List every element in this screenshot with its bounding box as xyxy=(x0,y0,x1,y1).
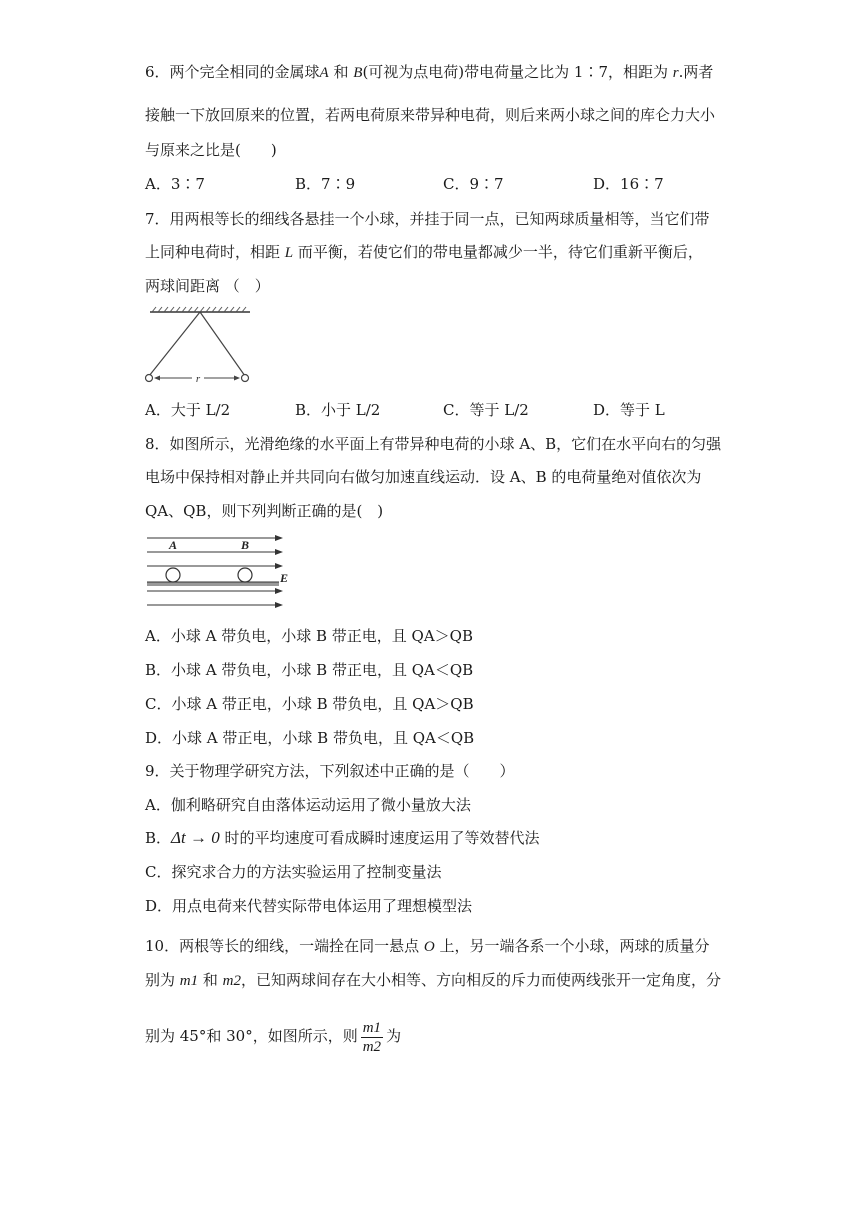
q10-text: 10．两根等长的细线，一端拴在同一悬点 xyxy=(145,937,424,955)
q10-text: 为 xyxy=(386,1027,402,1045)
q10-var-o: O xyxy=(423,939,435,955)
q6-option-a: A．3∶7 xyxy=(145,175,205,193)
q9-option-b-math: Δt → 0 xyxy=(171,828,220,847)
q8-option-d: D．小球 A 带正电，小球 B 带负电，且 QA＜QB xyxy=(145,729,475,747)
q7-option-c: C．等于 L/2 xyxy=(443,401,529,419)
q6-var-r: r xyxy=(672,65,679,81)
q7-text: 上同种电荷时，相距 xyxy=(145,243,285,261)
q7-var-l: L xyxy=(284,245,294,261)
q10-var-m1: m1 xyxy=(179,973,199,989)
q6-text: 和 xyxy=(328,63,354,81)
q10-line-1 xyxy=(145,936,709,957)
q9-option-b-text: 时的平均速度可看成瞬时速度运用了等效替代法 xyxy=(219,829,540,847)
q8-line-2: 电场中保持相对静止并共同向右做匀加速直线运动．设 A、B 的电荷量绝对值依次为 xyxy=(145,468,702,486)
q9-stem: 9．关于物理学研究方法，下列叙述中正确的是（ ） xyxy=(145,762,515,780)
q6-option-b: B．7∶9 xyxy=(295,175,356,193)
q10-text: ，已知两球间存在大小相等、方向相反的斥力而使两线张开一定角度，分 xyxy=(241,971,722,989)
q10-text: 别为 xyxy=(145,971,180,989)
q6-line-2: 接触一下放回原来的位置，若两电荷原来带异种电荷，则后来两小球之间的库仑力大小 xyxy=(145,106,716,124)
q8-figure-label-a: A xyxy=(168,538,178,552)
q8-line-3: QA、QB，则下列判断正确的是( ) xyxy=(145,502,384,520)
q9-option-a: A．伽利略研究自由落体运动运用了微小量放大法 xyxy=(145,796,471,814)
q10-text: 别为 45°和 30°，如图所示，则 xyxy=(145,1027,358,1045)
q10-text: 和 xyxy=(198,971,223,989)
q8-figure-label-e: E xyxy=(280,571,289,585)
q6-text: 6．两个完全相同的金属球 xyxy=(145,63,320,81)
q9-option-b xyxy=(145,828,540,848)
q7-option-a: A．大于 L/2 xyxy=(145,401,231,419)
q10-mass-ratio-fraction xyxy=(361,1019,383,1056)
q7-option-b: B．小于 L/2 xyxy=(295,401,381,419)
q9-option-c: C．探究求合力的方法实验运用了控制变量法 xyxy=(145,863,442,881)
q10-text: 上，另一端各系一个小球，两球的质量分 xyxy=(434,937,710,955)
q6-text: .两者 xyxy=(678,63,714,81)
q8-electric-field-figure xyxy=(143,530,293,612)
q6-line-1 xyxy=(145,62,713,83)
q10-fraction-numerator: m1 xyxy=(362,1019,382,1036)
q7-line-2 xyxy=(145,242,703,263)
q6-option-c: C．9∶7 xyxy=(443,175,504,193)
q6-option-d: D．16∶7 xyxy=(593,175,664,193)
q7-line-1: 7．用两根等长的细线各悬挂一个小球，并挂于同一点，已知两球质量相等，当它们带 xyxy=(145,210,710,228)
q6-var-a: A xyxy=(319,65,329,81)
q8-option-c: C．小球 A 带正电，小球 B 带负电，且 QA＞QB xyxy=(145,695,474,713)
q8-option-a: A．小球 A 带负电，小球 B 带正电，且 QA＞QB xyxy=(145,627,473,645)
q10-var-m2: m2 xyxy=(222,973,242,989)
q7-text: 而平衡，若使它们的带电量都减少一半，待它们重新平衡后， xyxy=(293,243,703,261)
q8-option-b: B．小球 A 带负电，小球 B 带正电，且 QA＜QB xyxy=(145,661,474,679)
q9-option-d: D．用点电荷来代替实际带电体运用了理想模型法 xyxy=(145,897,473,915)
q7-line-3: 两球间距离 （ ） xyxy=(145,277,270,295)
q10-line-2 xyxy=(145,970,721,991)
q10-fraction-denominator: m2 xyxy=(362,1038,382,1055)
q10-line-3 xyxy=(145,1016,401,1056)
q7-pendulum-figure xyxy=(142,306,262,386)
q7-option-d: D．等于 L xyxy=(593,401,665,419)
q8-line-1: 8．如图所示，光滑绝缘的水平面上有带异种电荷的小球 A、B，它们在水平向右的匀强 xyxy=(145,435,722,453)
q6-line-3: 与原来之比是( ) xyxy=(145,141,277,159)
q6-var-b: B xyxy=(353,65,363,81)
q6-text: (可视为点电荷)带电荷量之比为 1∶7，相距为 xyxy=(362,63,673,81)
q8-figure-label-b: B xyxy=(240,538,250,552)
q7-figure-label-r: r xyxy=(195,373,201,385)
q9-option-b-prefix: B． xyxy=(145,829,172,847)
